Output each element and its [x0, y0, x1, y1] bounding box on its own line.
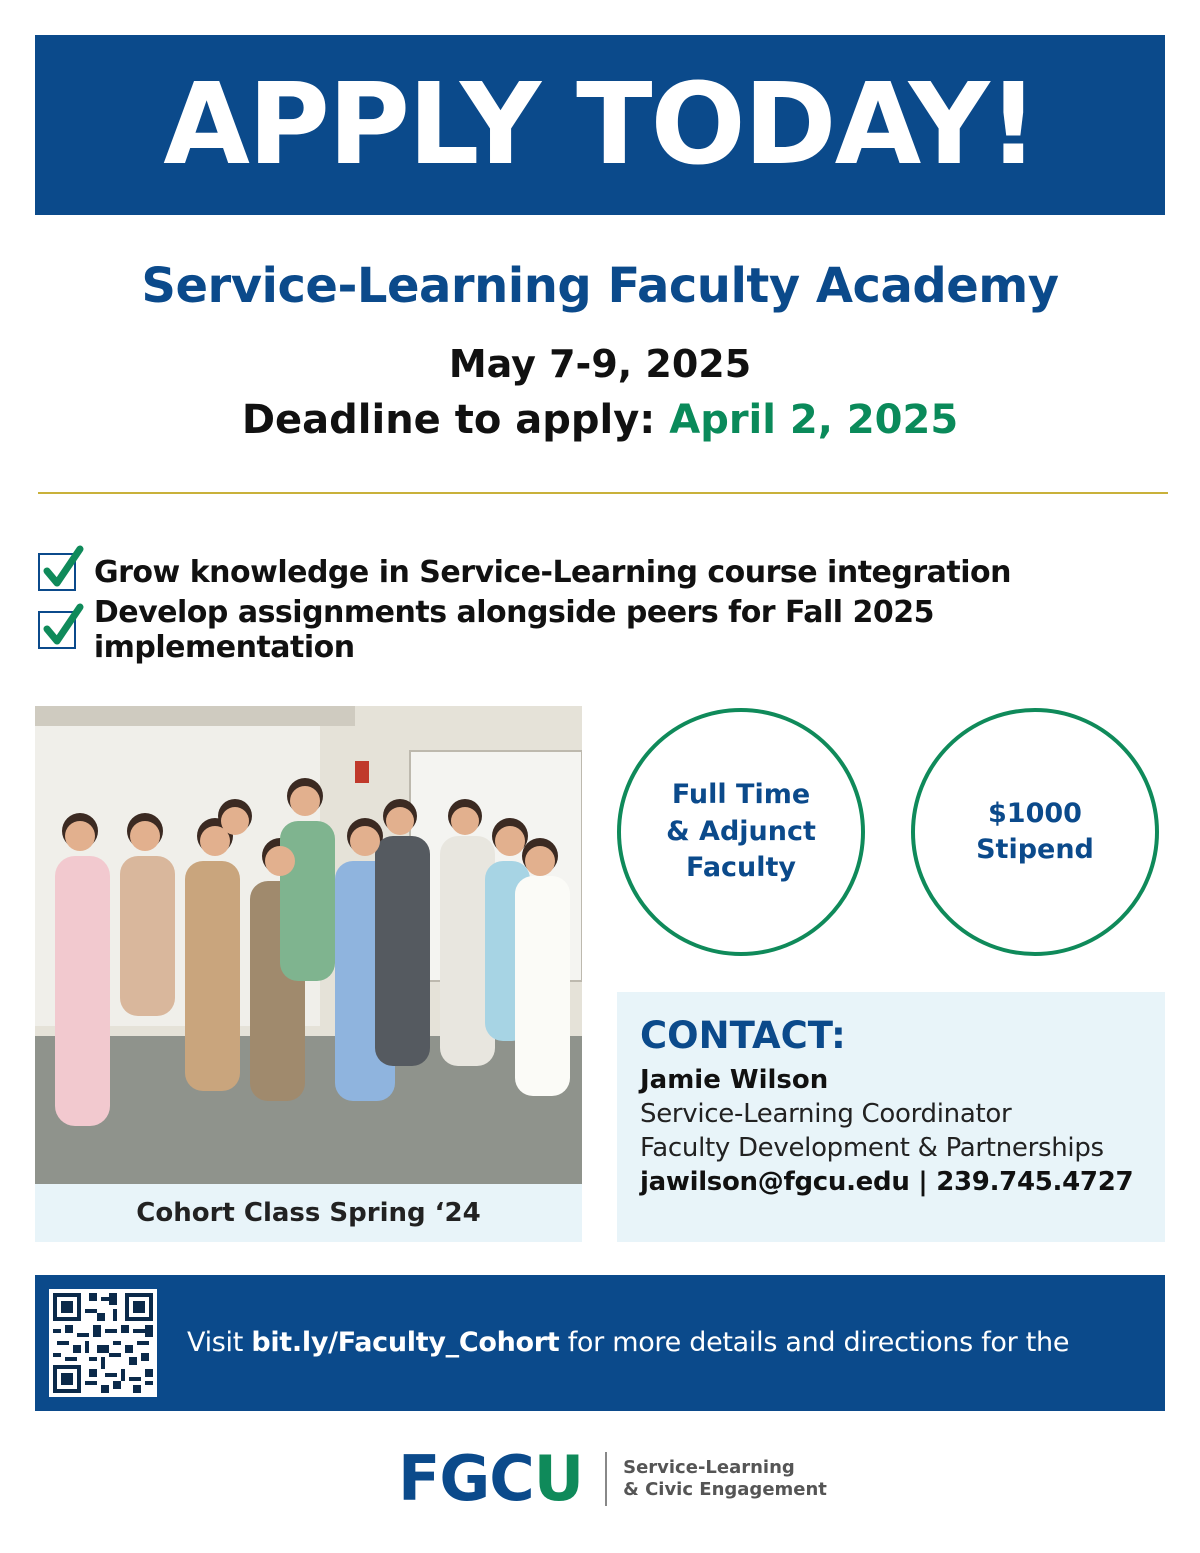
- logo-line-2: & Civic Engagement: [623, 1479, 827, 1500]
- contact-department: Faculty Development & Partnerships: [640, 1133, 1104, 1163]
- fgcu-logo: [398, 1442, 827, 1515]
- deadline-line: [0, 397, 1200, 443]
- program-dates: May 7-9, 2025: [448, 342, 752, 386]
- cohort-photo: [35, 706, 582, 1184]
- logo-divider: [605, 1452, 607, 1506]
- faculty-eligibility-text: Full Time & Adjunct Faculty: [666, 779, 816, 884]
- benefit-text: Develop assignments alongside peers for Fall 2025 implementation: [93, 595, 935, 665]
- logo-line-1: Service-Learning: [623, 1456, 795, 1478]
- benefit-item: [38, 595, 1200, 665]
- footer-bar: [35, 1275, 1165, 1411]
- footer-prefix: Visit: [187, 1327, 252, 1358]
- fgcu-wordmark: [398, 1442, 584, 1515]
- header-banner: [35, 35, 1165, 215]
- logo-u: U: [533, 1442, 584, 1515]
- checkmark-icon: [38, 611, 76, 649]
- divider-rule: [38, 492, 1168, 494]
- benefit-text: Grow knowledge in Service-Learning course integration: [94, 554, 1011, 590]
- checkmark-icon: [38, 553, 76, 591]
- contact-panel: [617, 992, 1165, 1242]
- program-title: Service-Learning Faculty Academy: [141, 258, 1059, 314]
- qr-code-icon[interactable]: [49, 1289, 157, 1397]
- stipend-badge: [911, 708, 1159, 956]
- apply-today-heading: APPLY TODAY!: [163, 60, 1037, 190]
- photo-caption: Cohort Class Spring ‘24: [35, 1184, 582, 1242]
- contact-name: Jamie Wilson: [640, 1065, 829, 1095]
- faculty-eligibility-badge: [617, 708, 865, 956]
- footer-link[interactable]: bit.ly/Faculty_Cohort: [251, 1327, 560, 1358]
- contact-title: Service-Learning Coordinator: [640, 1099, 1012, 1129]
- benefit-item: [38, 543, 1200, 601]
- contact-heading: CONTACT:: [640, 1014, 846, 1057]
- benefits-list: [38, 543, 1200, 665]
- footer-suffix: for more details and directions for the: [559, 1327, 1070, 1358]
- stipend-text: $1000 Stipend: [976, 797, 1094, 865]
- logo-fgc: FGC: [398, 1442, 534, 1515]
- logo-subtitle: [623, 1457, 827, 1502]
- footer-text: [187, 1327, 1069, 1358]
- deadline-date: April 2, 2025: [669, 397, 959, 443]
- deadline-label: Deadline to apply:: [241, 397, 656, 443]
- contact-email-phone[interactable]: jawilson@fgcu.edu | 239.745.4727: [640, 1167, 1134, 1197]
